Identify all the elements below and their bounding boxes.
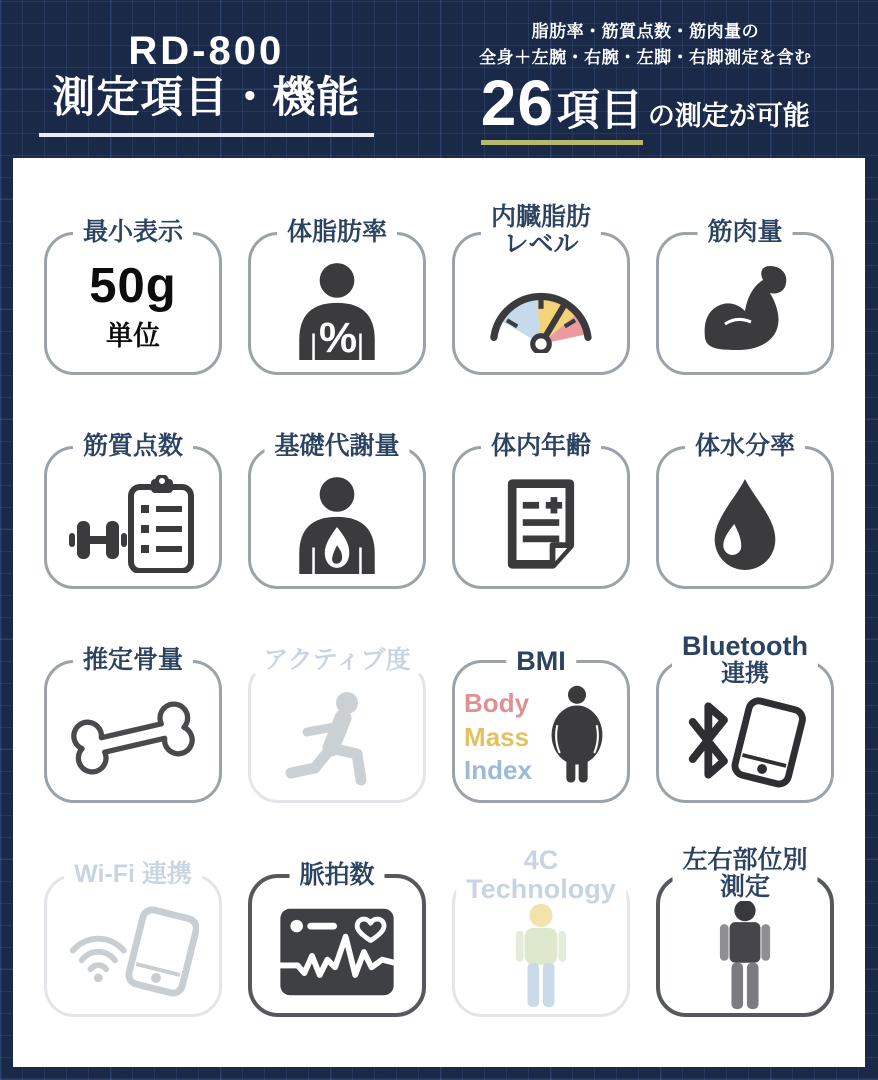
card-title: 最小表示 [73,219,193,246]
content-panel [13,158,865,1067]
card-title: 体水分率 [685,433,805,460]
card-title: 基礎代謝量 [264,433,409,460]
header-banner [0,0,878,158]
card-muscle-mass [656,218,834,375]
bmi-person-icon [536,679,618,796]
header-highlight-block [413,0,878,158]
header-subtitle-line1: 脂肪率・筋質点数・筋肉量の [531,22,760,41]
card-title: BMI [506,647,576,676]
card-title: 体脂肪率 [277,219,397,246]
card-body-fat [248,218,426,375]
product-name: RD-800 [128,28,285,73]
card-4c-technology [452,845,630,1017]
four-c-person-icon [502,901,580,1009]
card-title: 脈拍数 [289,862,384,889]
card-wifi [44,860,222,1017]
bmi-content [464,679,618,796]
muscle-arm-icon [695,262,795,358]
card-bluetooth [656,631,834,803]
highlight-underlined-group [480,67,643,145]
card-active-level [248,646,426,803]
title-underline [39,133,374,137]
value-unit: 単位 [106,320,160,351]
wifi-phone-icon [67,905,199,999]
pulse-monitor-icon [274,904,400,1000]
card-muscle-quality [44,432,222,589]
bone-icon [64,695,202,781]
header-subtitle-line2: 全身＋左腕・右腕・左脚・右脚測定を含む [479,47,812,67]
card-pulse-rate [248,861,426,1017]
metabolism-flame-person-icon [286,474,388,574]
card-title: 4C Technology [456,846,626,904]
highlight-unit: 項目 [556,87,643,135]
visceral-fat-gauge-icon [479,273,603,353]
card-title: 体内年齢 [481,433,601,460]
highlight-number: 26 [480,67,554,139]
card-title: 推定骨量 [73,647,193,674]
card-body-water [656,432,834,589]
highlight-suffix: の測定が可能 [647,101,810,131]
report-document-icon [493,476,589,572]
card-title: 筋肉量 [697,219,792,246]
card-title: アクティブ度 [253,647,420,674]
card-title: 左右部位別 測定 [672,847,817,901]
page-title: 測定項目・機能 [52,73,361,122]
water-drop-icon [701,475,789,573]
card-bone-mass [44,646,222,803]
segmental-person-icon [706,899,784,1011]
svg-text:%: % [318,313,358,360]
dumbbell-checklist-icon [69,475,197,573]
card-segmental-measurement [656,846,834,1017]
body-fat-person-icon [286,260,388,360]
runner-icon [281,688,393,788]
card-body-age [452,432,630,589]
card-minimum-display [44,218,222,375]
card-title: Wi-Fi 連携 [64,861,202,888]
minimum-display-value [89,259,177,353]
card-title: Bluetooth 連携 [672,632,818,687]
highlight-row [480,67,810,145]
card-visceral-fat-level [452,203,630,375]
card-bmi [452,646,630,803]
bmi-words: Body Mass Index [464,687,532,786]
card-basal-metabolism [248,432,426,589]
header-title-block [0,0,413,158]
value-50g: 50g [89,259,177,314]
card-title: 内臓脂肪 レベル [481,204,601,258]
bluetooth-phone-icon [679,694,811,788]
card-title: 筋質点数 [73,433,193,460]
feature-grid [13,158,865,1017]
